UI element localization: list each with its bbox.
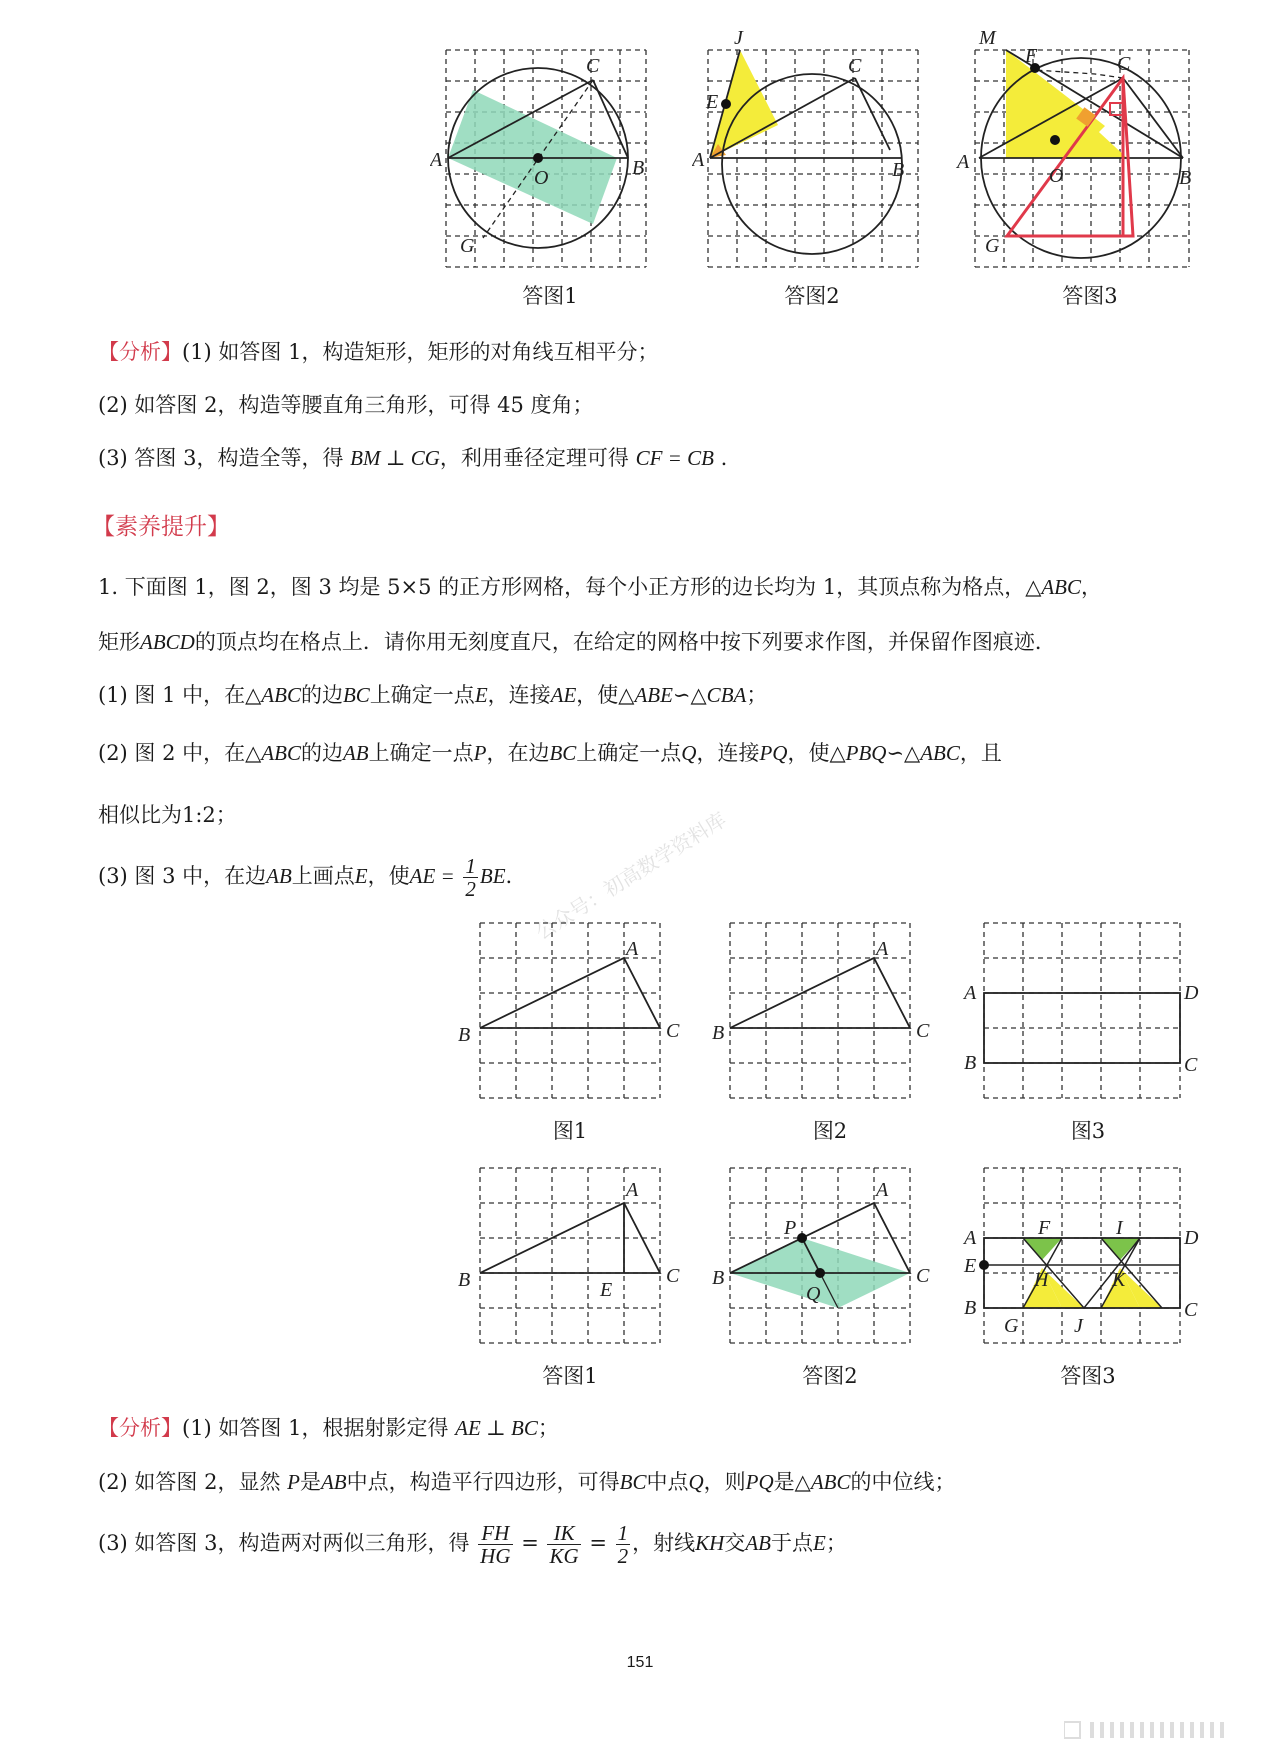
problem-line2: 矩形ABCD的顶点均在格点上．请你用无刻度直尺，在给定的网格中按下列要求作图，并保留作图痕迹． [98, 630, 1056, 654]
fraction-one-half: $\frac{1}{2}$ [465, 854, 476, 902]
bottom-figure-3 [960, 1160, 1200, 1350]
label-E: E [964, 1255, 977, 1277]
label-E: E [600, 1279, 613, 1301]
bottom-figure-1 [456, 1160, 686, 1350]
label-C: C [1184, 1054, 1198, 1076]
label-O: O [1049, 165, 1064, 187]
analysis2-line3: (3) 如答图 3，构造两对两似三角形，得 $\frac{FH}{HG}$ = $\frac{IK}{KG}$ = $\frac{1}{2}$ ，射线KH交AB于点E； [98, 1520, 847, 1568]
label-G: G [985, 235, 1000, 257]
label-C: C [666, 1020, 680, 1042]
label-C: C [916, 1265, 930, 1287]
brand-logo-icon [1064, 1718, 1244, 1742]
label-A: A [964, 982, 977, 1004]
bottom-figure-3-caption: 答图3 [1060, 1364, 1116, 1388]
analysis-tag: 【分析】 [98, 1416, 182, 1440]
label-Q: Q [806, 1283, 821, 1305]
watermark: 公众号：初高数学资料库 [531, 807, 731, 945]
label-B: B [712, 1267, 725, 1289]
label-G: G [460, 235, 475, 257]
label-A: A [964, 1227, 977, 1249]
top-figure-3-caption: 答图3 [1062, 284, 1118, 308]
label-B: B [964, 1297, 977, 1319]
label-A: A [957, 151, 970, 173]
mid-figure-2-caption: 图2 [812, 1119, 848, 1143]
label-O: O [534, 167, 549, 189]
label-C: C [1117, 53, 1131, 75]
label-C: C [586, 55, 600, 77]
section-title: 【素养提升】 [92, 514, 230, 540]
fraction-fh-hg: $\frac{FH}{HG}$ [480, 1520, 511, 1568]
bottom-figure-1-caption: 答图1 [542, 1364, 598, 1388]
bottom-figure-2 [706, 1160, 936, 1350]
mid-figure-2 [706, 915, 936, 1105]
label-A: A [876, 938, 889, 960]
label-G: G [1004, 1315, 1019, 1337]
top-figure-1-caption: 答图1 [522, 284, 578, 308]
label-B: B [458, 1024, 471, 1046]
analysis1-line2: (2) 如答图 2，构造等腰直角三角形，可得 45 度角； [98, 393, 594, 417]
label-A: A [626, 1179, 639, 1201]
label-B: B [964, 1052, 977, 1074]
top-figure-1 [430, 38, 670, 278]
label-M: M [979, 28, 996, 49]
analysis2-line2: (2) 如答图 2，显然 P是AB中点，构造平行四边形，可得BC中点Q，则PQ是△ABC的中位线； [98, 1470, 956, 1494]
mid-figure-3 [960, 915, 1200, 1105]
label-B: B [892, 159, 905, 181]
label-B: B [1179, 167, 1192, 189]
label-B: B [458, 1269, 471, 1291]
analysis2-line1: 【分析】(1) 如答图 1，根据射影定得 AE ⊥ BC； [98, 1416, 559, 1440]
top-figure-2 [692, 30, 932, 280]
label-P: P [784, 1217, 797, 1239]
label-A: A [430, 149, 443, 171]
problem-line1: 1. 下面图 1，图 2，图 3 均是 5×5 的正方形网格，每个小正方形的边长均为 1，其顶点称为格点，△ABC， [98, 575, 1103, 599]
label-B: B [712, 1022, 725, 1044]
label-H: H [1034, 1269, 1049, 1291]
label-K: K [1112, 1269, 1126, 1291]
label-C: C [1184, 1299, 1198, 1321]
label-D: D [1184, 1227, 1199, 1249]
mid-figure-1 [456, 915, 686, 1105]
question-2: (2) 图 2 中，在△ABC的边AB上确定一点P，在边BC上确定一点Q，连接PQ，使△PBQ∽△ABC，且 [98, 741, 1002, 765]
label-J: J [1074, 1315, 1083, 1337]
top-figure-2-caption: 答图2 [784, 284, 840, 308]
question-3: (3) 图 3 中，在边AB上画点E，使AE = $\frac{1}{2}$ BE. [98, 854, 513, 902]
label-I: I [1116, 1217, 1123, 1239]
label-A: A [692, 149, 705, 171]
label-C: C [848, 55, 862, 77]
label-A: A [876, 1179, 889, 1201]
label-A: A [626, 938, 639, 960]
label-F: F [1038, 1217, 1051, 1239]
page-number: 151 [626, 1654, 654, 1671]
label-C: C [916, 1020, 930, 1042]
top-figure-3 [955, 28, 1205, 280]
label-D: D [1184, 982, 1199, 1004]
question-2-line2: 相似比为1:2； [98, 803, 237, 827]
analysis1-line3: (3) 答图 3，构造全等，得 BM ⊥ CG，利用垂径定理可得 CF = CB . [98, 446, 728, 470]
label-B: B [632, 157, 645, 179]
label-C: C [666, 1265, 680, 1287]
label-E: E [706, 91, 719, 113]
fraction-ik-kg: $\frac{IK}{KG}$ [549, 1520, 579, 1568]
fraction-one-half: $\frac{1}{2}$ [617, 1520, 629, 1568]
bottom-figure-2-caption: 答图2 [802, 1364, 858, 1388]
label-J: J [734, 30, 743, 49]
analysis1-line1: 【分析】(1) 如答图 1，构造矩形，矩形的对角线互相平分； [98, 340, 659, 364]
question-1: (1) 图 1 中，在△ABC的边BC上确定一点E，连接AE，使△ABE∽△CBA； [98, 683, 768, 707]
mid-figure-3-caption: 图3 [1070, 1119, 1106, 1143]
analysis-tag: 【分析】 [98, 340, 182, 364]
label-F: F [1025, 45, 1038, 67]
mid-figure-1-caption: 图1 [552, 1119, 588, 1143]
